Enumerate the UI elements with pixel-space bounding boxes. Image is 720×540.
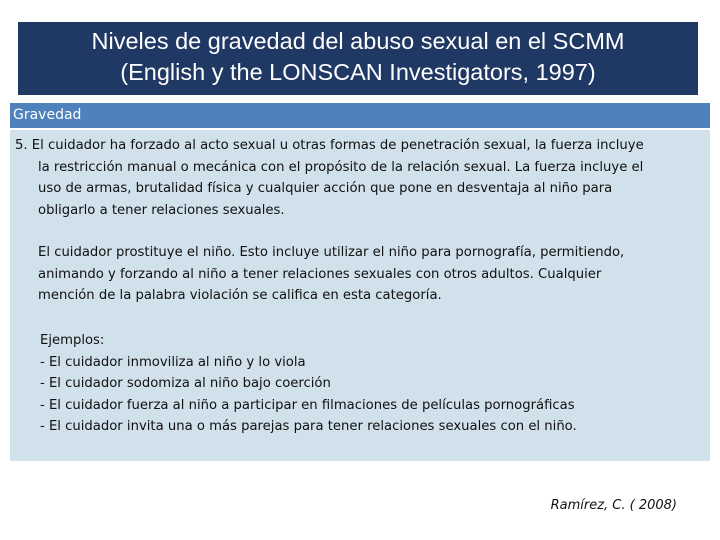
- severity-paragraph-1: [15, 135, 705, 221]
- paragraph-1-line: obligarlo a tener relaciones sexuales.: [38, 202, 285, 218]
- paragraph-1-line: 5. El cuidador ha forzado al acto sexual u otras formas de penetración sexual, la fuerza incluye: [15, 138, 644, 153]
- citation: Ramírez, C. ( 2008): [550, 498, 677, 513]
- example-item: - El cuidador fuerza al niño a participar en filmaciones de películas pornográficas: [40, 397, 575, 413]
- examples-list: [40, 330, 700, 438]
- paragraph-2-line: El cuidador prostituye el niño. Esto incluye utilizar el niño para pornografía, permitiendo,: [38, 245, 625, 260]
- title-line-1: Niveles de gravedad del abuso sexual en el SCMM: [91, 28, 625, 54]
- paragraph-2-line: animando y forzando al niño a tener relaciones sexuales con otros adultos. Cualquier: [38, 266, 602, 282]
- title-line-2: (English y the LONSCAN Investigators, 1997): [120, 59, 596, 85]
- table-header: Gravedad: [10, 103, 710, 128]
- example-item: - El cuidador invita una o más parejas para tener relaciones sexuales con el niño.: [40, 419, 577, 434]
- example-item: - El cuidador inmoviliza al niño y lo viola: [40, 354, 306, 370]
- paragraph-1-line: la restricción manual o mecánica con el propósito de la relación sexual. La fuerza incluye el: [38, 159, 644, 175]
- example-item: - El cuidador sodomiza al niño bajo coerción: [40, 376, 331, 391]
- paragraph-1-line: uso de armas, brutalidad física y cualquier acción que pone en desventaja al niño para: [38, 181, 613, 196]
- paragraph-2-line: mención de la palabra violación se califica en esta categoría.: [38, 288, 442, 303]
- severity-paragraph-2: [38, 242, 708, 307]
- examples-label: Ejemplos:: [40, 333, 105, 348]
- table-body: [10, 130, 710, 461]
- slide-title: [18, 22, 698, 95]
